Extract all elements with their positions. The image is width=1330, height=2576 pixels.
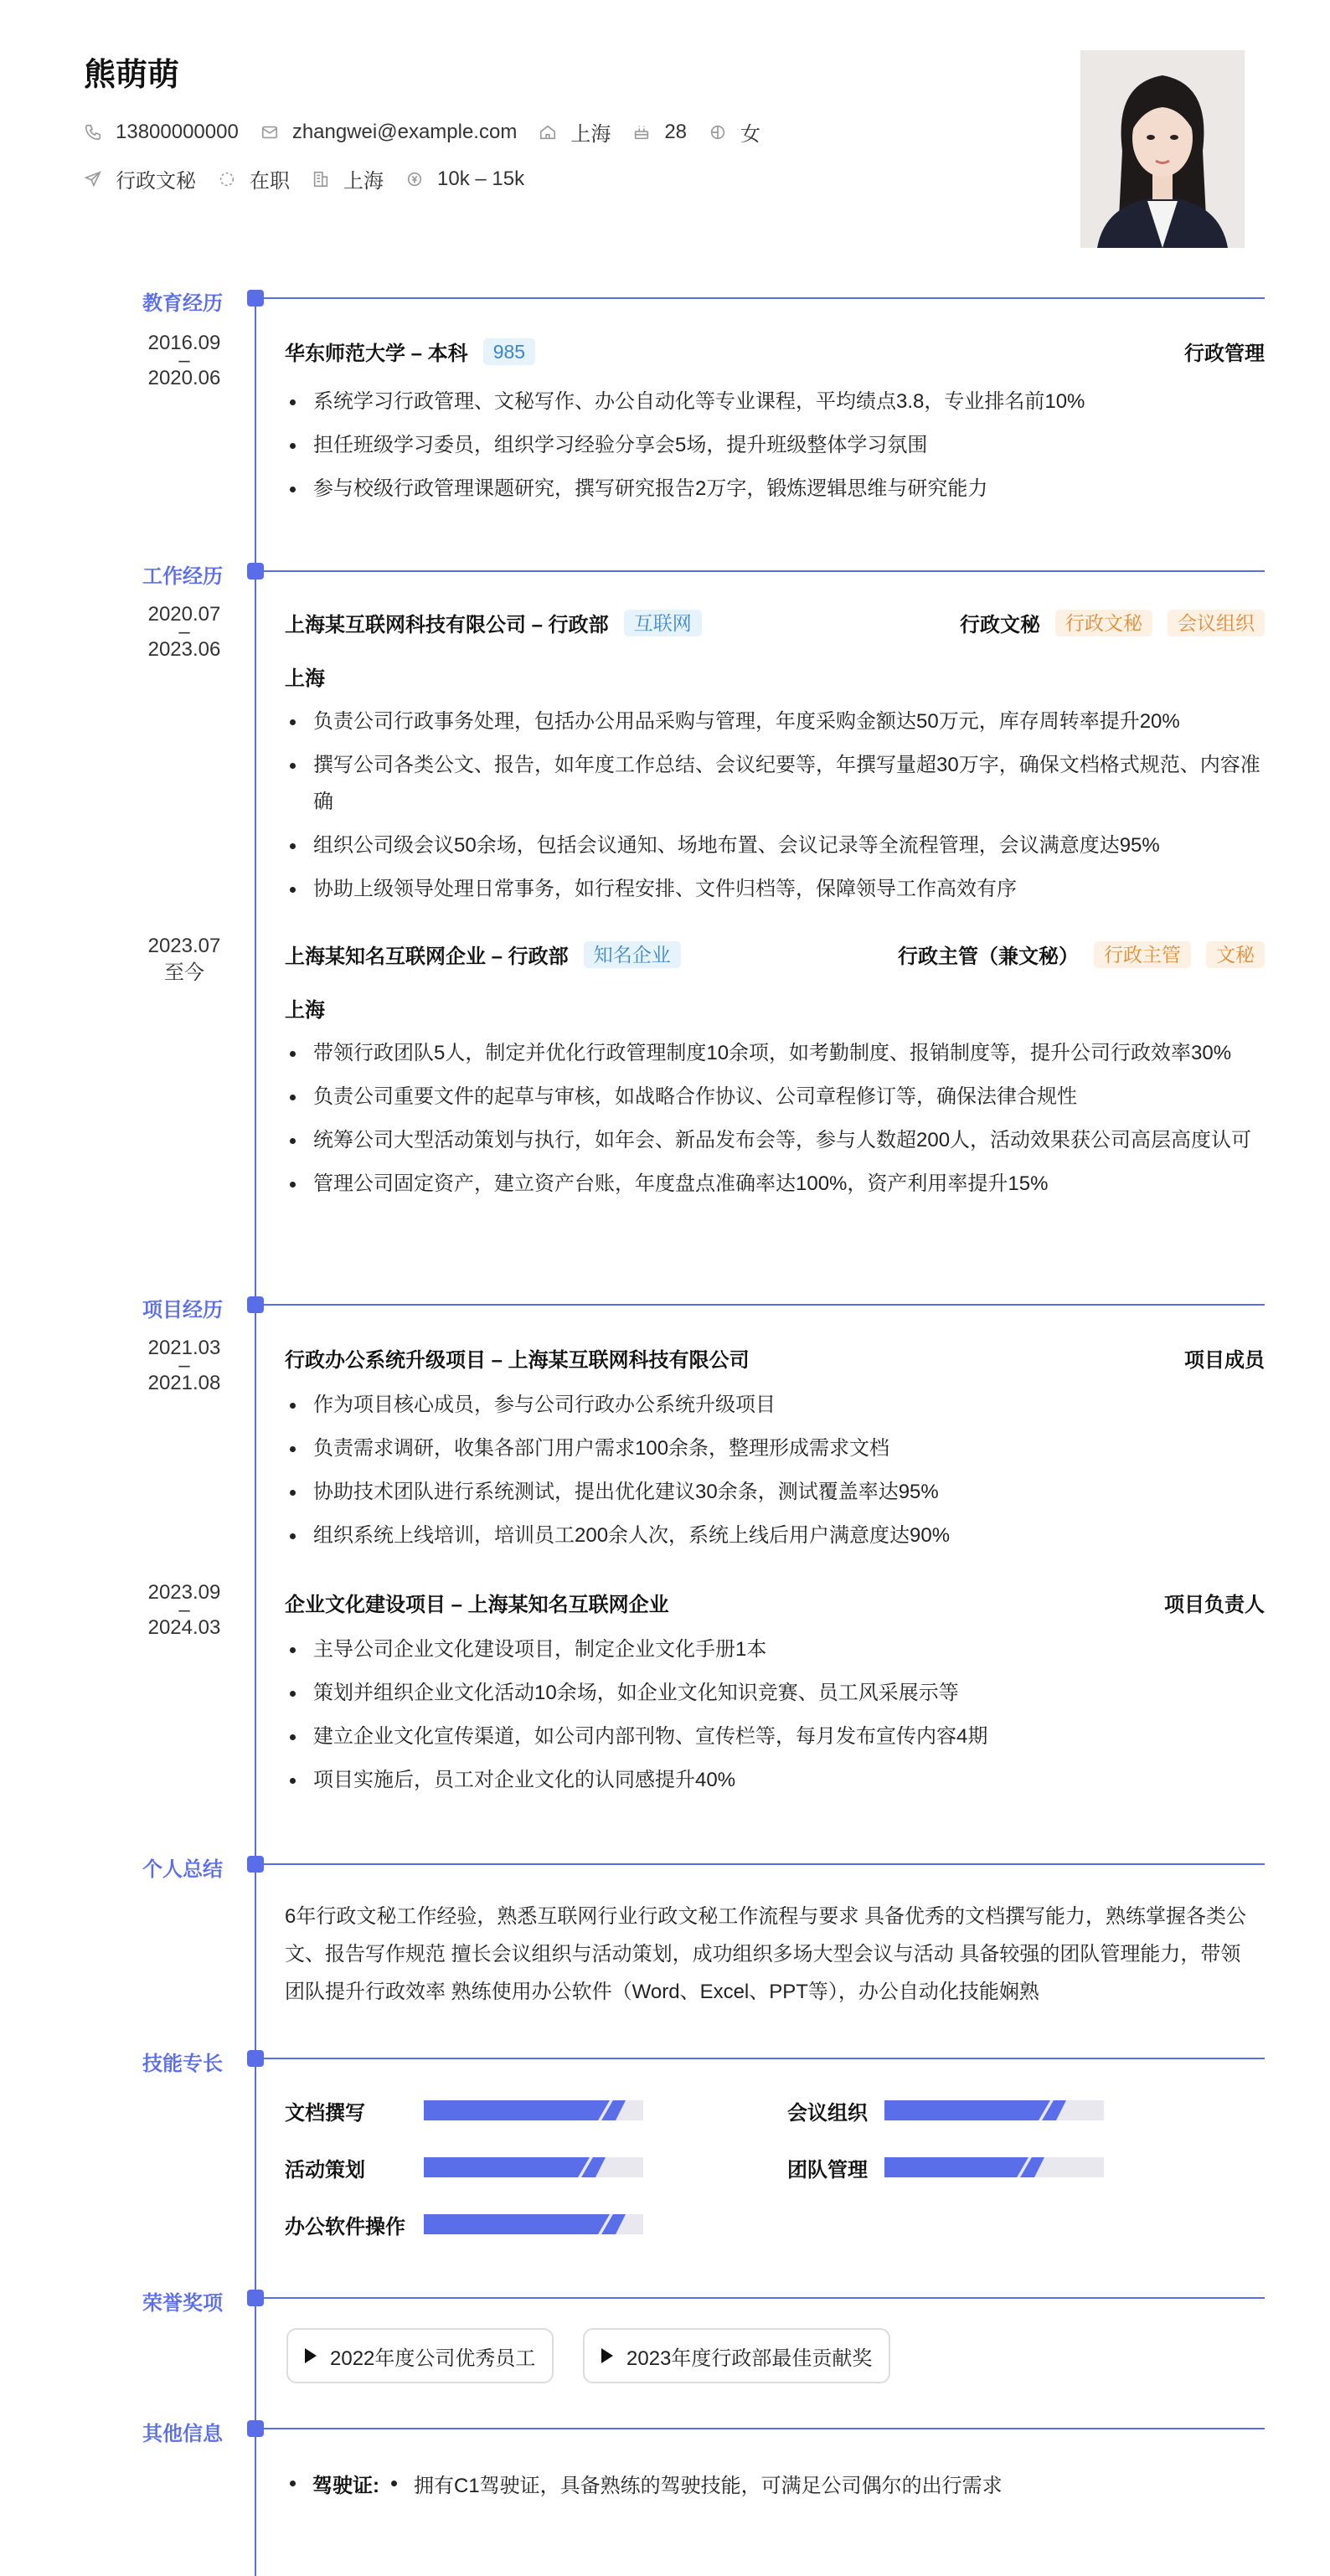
contact-row — [84, 117, 782, 147]
summary-line: 团队提升行政效率 熟练使用办公软件（Word、Excel、PPT等），办公自动化技能娴熟 — [285, 1981, 1039, 2003]
list-item: 主导公司企业文化建设项目，制定企业文化手册1本 — [285, 1631, 1265, 1668]
email-item — [260, 121, 518, 144]
list-item: 管理公司固定资产，建立资产台账，年度盘点准确率达100%，资产利用率提升15% — [285, 1166, 1265, 1203]
company-name: 上海某知名互联网企业 – 行政部 — [285, 945, 569, 968]
work-bullets-1 — [285, 703, 1265, 914]
skill-name: 活动策划 — [285, 2158, 365, 2182]
date-dash: – — [178, 621, 190, 643]
section-rule-skills — [255, 2058, 1265, 2059]
date-start: 2021.03 — [147, 1337, 221, 1359]
role-tag: 会议组织 — [1168, 610, 1265, 636]
work-location-2: 上海 — [285, 999, 325, 1022]
project-date-2 — [117, 1583, 251, 1638]
section-title-other: 其他信息 — [142, 2423, 223, 2445]
section-title-projects: 项目经历 — [142, 1299, 223, 1321]
date-dash: – — [178, 1354, 190, 1377]
intent-row — [84, 164, 546, 193]
other-value: 拥有C1驾驶证，具备熟练的驾驶技能，可满足公司偶尔的出行需求 — [414, 2475, 1003, 2497]
list-item: 协助技术团队进行系统测试，提出优化建议30余条，测试覆盖率达95% — [285, 1474, 1265, 1511]
section-title-education: 教育经历 — [142, 292, 223, 315]
mail-icon — [260, 123, 279, 142]
bullet-dot — [290, 2481, 296, 2486]
project-bullets-2 — [285, 1631, 1265, 1806]
job-title: 行政文秘 — [960, 614, 1040, 636]
list-item: 作为项目核心成员，参与公司行政办公系统升级项目 — [285, 1387, 1265, 1424]
salary-item — [405, 167, 524, 191]
work-date-2 — [117, 936, 251, 983]
section-rule-work — [255, 570, 1265, 572]
industry-tag: 互联网 — [624, 610, 702, 636]
job-target-text: 行政文秘 — [116, 170, 196, 193]
section-rule-projects — [255, 1304, 1265, 1306]
skill-name: 会议组织 — [787, 2101, 868, 2125]
section-rule-education — [255, 297, 1265, 299]
skill-fill — [884, 2100, 1056, 2120]
gender-item — [709, 117, 760, 147]
education-date — [117, 333, 251, 389]
status-text: 在职 — [250, 170, 290, 193]
summary-text — [285, 1898, 1265, 2011]
date-start: 2023.09 — [147, 1581, 221, 1604]
date-end: 2023.06 — [147, 638, 221, 661]
school-tag: 985 — [483, 338, 535, 365]
project-title: 企业文化建设项目 – 上海某知名互联网企业 — [285, 1594, 669, 1616]
date-dash: – — [178, 349, 190, 372]
summary-line: 文、报告写作规范 擅长会议组织与活动策划，成功组织多场大型会议与活动 具备较强的团队管理能力，带领 — [285, 1943, 1241, 1965]
other-info-item — [285, 2469, 1003, 2498]
work-header-2 — [285, 940, 1265, 969]
role-tag: 文秘 — [1206, 941, 1265, 968]
list-item: 建立企业文化宣传渠道，如公司内部刊物、宣传栏等，每月发布宣传内容4期 — [285, 1718, 1265, 1755]
skill-bar — [424, 2100, 643, 2120]
timeline-axis — [255, 298, 256, 2576]
honor-item — [286, 2328, 554, 2383]
bullet-dot — [391, 2481, 397, 2486]
date-end: 至今 — [164, 961, 204, 984]
list-item: 组织公司级会议50余场，包括会议通知、场地布置、会议记录等全流程管理，会议满意度达95% — [285, 827, 1265, 864]
date-dash: – — [178, 1599, 190, 1621]
date-end: 2024.03 — [147, 1616, 221, 1639]
refresh-icon — [218, 170, 236, 188]
list-item: 系统学习行政管理、文秘写作、办公自动化等专业课程，平均绩点3.8，专业排名前10% — [285, 384, 1265, 420]
section-title-skills: 技能专长 — [142, 2053, 223, 2075]
section-title-summary: 个人总结 — [142, 1858, 223, 1881]
candidate-name: 熊萌萌 — [84, 58, 180, 93]
job-target-item — [84, 164, 196, 193]
other-key: 驾驶证: — [312, 2475, 379, 2497]
list-item: 参与校级行政管理课题研究，撰写研究报告2万字，锻炼逻辑思维与研究能力 — [285, 471, 1265, 507]
skill-bar — [424, 2157, 643, 2177]
work-city-item — [312, 164, 384, 193]
industry-tag: 知名企业 — [584, 941, 681, 968]
gender-icon — [709, 123, 727, 142]
skill-item — [285, 2098, 643, 2123]
skill-item — [787, 2098, 1104, 2123]
honor-item — [583, 2328, 890, 2383]
list-item: 负责公司行政事务处理，包括办公用品采购与管理，年度采购金额达50万元，库存周转率提升20% — [285, 703, 1265, 740]
work-header-1 — [285, 608, 1265, 637]
email-text: zhangwei@example.com — [291, 120, 518, 143]
home-icon — [539, 123, 557, 142]
project-header-2 — [285, 1588, 1265, 1617]
phone-text: 13800000000 — [116, 120, 239, 143]
major-name: 行政管理 — [1184, 343, 1265, 365]
city-text: 上海 — [570, 123, 611, 146]
skill-item — [285, 2212, 643, 2237]
phone-icon — [84, 123, 102, 142]
list-item: 策划并组织企业文化活动10余场，如企业文化知识竞赛、员工风采展示等 — [285, 1675, 1265, 1712]
skill-fill — [884, 2157, 1034, 2177]
coin-icon — [405, 170, 424, 188]
skill-bar — [884, 2100, 1104, 2120]
skill-name: 文档撰写 — [285, 2101, 365, 2125]
honor-text: 2022年度公司优秀员工 — [330, 2347, 536, 2370]
list-item: 撰写公司各类公文、报告，如年度工作总结、会议纪要等，年撰写量超30万字，确保文档格式规范、内容准确 — [285, 747, 1265, 821]
work-date-1 — [117, 605, 251, 660]
send-icon — [84, 170, 102, 188]
project-bullets-1 — [285, 1387, 1265, 1561]
play-icon — [601, 2348, 613, 2363]
play-icon — [305, 2348, 317, 2363]
project-role: 项目成员 — [1184, 1349, 1265, 1372]
education-bullets — [285, 384, 1265, 514]
portrait-illustration — [1080, 50, 1245, 248]
salary-text: 10k – 15k — [437, 167, 525, 190]
phone-item — [84, 121, 239, 144]
age-item — [632, 121, 687, 144]
skill-name: 办公软件操作 — [285, 2215, 405, 2239]
status-item — [218, 164, 290, 193]
list-item: 担任班级学习委员，组织学习经验分享会5场，提升班级整体学习氛围 — [285, 427, 1265, 464]
skill-bar — [424, 2214, 643, 2234]
skill-item — [285, 2155, 643, 2180]
list-item: 统筹公司大型活动策划与执行，如年会、新品发布会等，参与人数超200人，活动效果获公司高层高度认可 — [285, 1122, 1265, 1159]
age-text: 28 — [664, 120, 688, 143]
resume-header — [84, 0, 1265, 276]
skill-fill — [424, 2157, 595, 2177]
honor-text: 2023年度行政部最佳贡献奖 — [626, 2347, 873, 2370]
list-item: 负责公司重要文件的起草与审核，如战略合作协议、公司章程修订等，确保法律合规性 — [285, 1079, 1265, 1115]
building-icon — [312, 170, 330, 188]
skill-item — [787, 2155, 1104, 2180]
project-title: 行政办公系统升级项目 – 上海某互联网科技有限公司 — [285, 1349, 750, 1372]
date-end: 2020.06 — [147, 367, 221, 389]
section-rule-summary — [255, 1863, 1265, 1865]
profile-photo — [1080, 50, 1245, 248]
skill-fill — [424, 2214, 616, 2234]
work-bullets-2 — [285, 1035, 1265, 1209]
gender-text: 女 — [740, 123, 761, 146]
education-header — [285, 337, 1265, 366]
skill-name: 团队管理 — [787, 2158, 868, 2182]
work-location-1: 上海 — [285, 667, 325, 690]
work-city-text: 上海 — [343, 170, 384, 193]
skill-fill — [424, 2100, 616, 2120]
cake-icon — [632, 123, 651, 142]
company-name: 上海某互联网科技有限公司 – 行政部 — [285, 614, 609, 636]
section-rule-honors — [255, 2297, 1265, 2299]
section-title-honors: 荣誉奖项 — [142, 2292, 223, 2315]
date-start: 2023.07 — [147, 935, 221, 957]
list-item: 项目实施后，员工对企业文化的认同感提升40% — [285, 1762, 1265, 1799]
city-item — [539, 117, 611, 147]
list-item: 协助上级领导处理日常事务，如行程安排、文件归档等，保障领导工作高效有序 — [285, 871, 1265, 908]
project-date-1 — [117, 1338, 251, 1394]
summary-line: 6年行政文秘工作经验，熟悉互联网行业行政文秘工作流程与要求 具备优秀的文档撰写能力，熟练掌握各类公 — [285, 1905, 1247, 1928]
project-header-1 — [285, 1343, 1265, 1373]
section-title-work: 工作经历 — [142, 565, 223, 588]
job-title: 行政主管（兼文秘） — [898, 945, 1079, 968]
date-end: 2021.08 — [147, 1372, 221, 1394]
role-tag: 行政文秘 — [1055, 610, 1152, 636]
list-item: 负责需求调研，收集各部门用户需求100余条，整理形成需求文档 — [285, 1430, 1265, 1467]
date-start: 2020.07 — [147, 603, 221, 626]
date-start: 2016.09 — [147, 332, 221, 354]
skill-bar — [884, 2157, 1104, 2177]
project-role: 项目负责人 — [1164, 1594, 1265, 1616]
section-rule-other — [255, 2428, 1265, 2429]
school-name: 华东师范大学 – 本科 — [285, 343, 468, 365]
role-tag: 行政主管 — [1094, 941, 1191, 968]
list-item: 组织系统上线培训，培训员工200余人次，系统上线后用户满意度达90% — [285, 1517, 1265, 1554]
list-item: 带领行政团队5人，制定并优化行政管理制度10余项，如考勤制度、报销制度等，提升公司行政效率30% — [285, 1035, 1265, 1072]
